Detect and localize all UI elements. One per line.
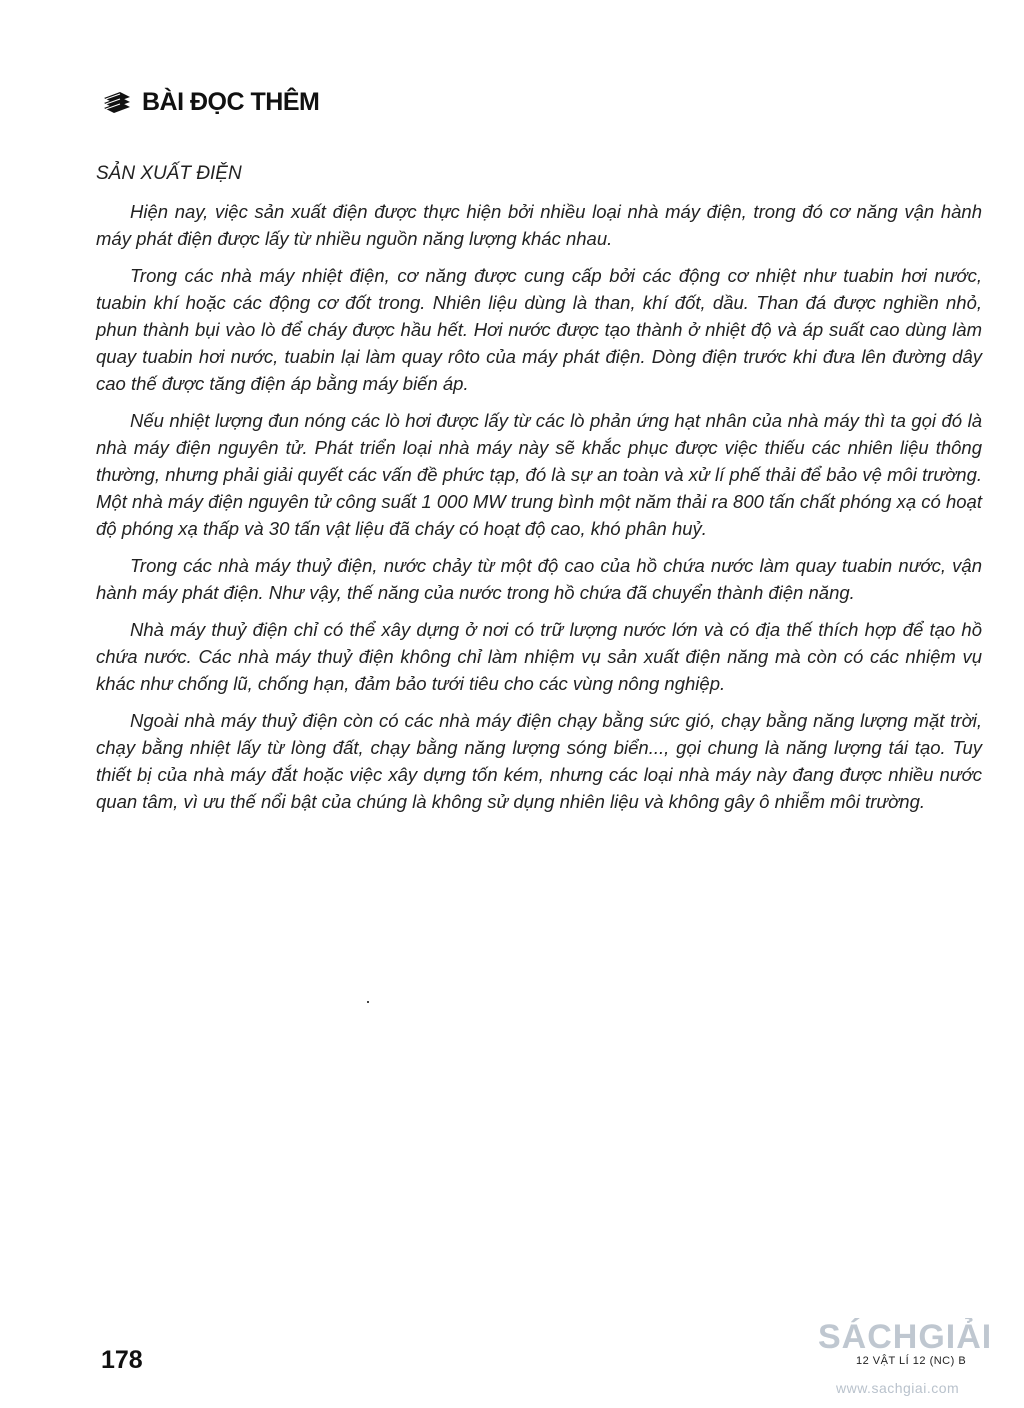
paragraph: Hiện nay, việc sản xuất điện được thực hiện bởi nhiều loại nhà máy điện, trong đó cơ năng vận hành máy phát điện được lấy từ nhiều nguồn năng lượng khác nhau.	[96, 201, 982, 249]
print-speck	[367, 1001, 369, 1003]
watermark-logo: SÁCHGIẢI	[818, 1318, 993, 1356]
paragraph: Trong các nhà máy thuỷ điện, nước chảy từ một độ cao của hồ chứa nước làm quay tuabin nước, vận hành máy phát điện. Như vậy, thế năng của nước trong hồ chứa đã chuyển thành điện năng.	[96, 555, 982, 603]
paragraph: Nhà máy thuỷ điện chỉ có thể xây dựng ở nơi có trữ lượng nước lớn và có địa thế thích hợp để tạo hồ chứa nước. Các nhà máy thuỷ điện không chỉ làm nhiệm vụ sản xuất điện năng mà còn có các nhiệm vụ khác như chống lũ, chống hạn, đảm bảo tưới tiêu cho các vùng nông nghiệp.	[96, 619, 982, 694]
paragraph: Nếu nhiệt lượng đun nóng các lò hơi được lấy từ các lò phản ứng hạt nhân của nhà máy thì ta gọi đó là nhà máy điện nguyên tử. Phát triển loại nhà máy này sẽ khắc phục được việc thiếu các nhiên liệu thông thường, nhưng phải giải quyết các vấn đề phức tạp, đó là sự an toàn và xử lí phế thải để bảo vệ môi trường. Một nhà máy điện nguyên tử công suất 1 000 MW trung bình một năm thải ra 800 tấn chất phóng xạ có hoạt độ phóng xạ thấp và 30 tấn vật liệu đã cháy có hoạt độ cao, khó phân huỷ.	[96, 410, 982, 539]
book-code: 12 VẬT LÍ 12 (NC) B	[856, 1355, 967, 1367]
page-number: 178	[101, 1346, 143, 1374]
article-body	[96, 198, 982, 825]
section-header	[100, 88, 319, 117]
paragraph: Trong các nhà máy nhiệt điện, cơ năng được cung cấp bởi các động cơ nhiệt như tuabin hơi nước, tuabin khí hoặc các động cơ đốt trong. Nhiên liệu dùng là than, khí đốt, dầu. Than đá được nghiền nhỏ, phun thành bụi vào lò để cháy được hầu hết. Hơi nước được tạo thành ở nhiệt độ và áp suất cao dùng làm quay tuabin hơi nước, tuabin lại làm quay rôto của máy phát điện. Dòng điện trước khi đưa lên đường dây cao thế được tăng điện áp bằng máy biến áp.	[96, 265, 982, 394]
article-title: SẢN XUẤT ĐIỆN	[96, 163, 242, 184]
paragraph: Ngoài nhà máy thuỷ điện còn có các nhà máy điện chạy bằng sức gió, chạy bằng năng lượng mặt trời, chạy bằng nhiệt lấy từ lòng đất, chạy bằng năng lượng sóng biển..., gọi chung là năng lượng tái tạo. Tuy thiết bị của nhà máy đắt hoặc việc xây dựng tốn kém, nhưng các loại nhà máy này đang được nhiều nước quan tâm, vì ưu thế nổi bật của chúng là không sử dụng nhiên liệu và không gây ô nhiễm môi trường.	[96, 710, 982, 812]
section-title: BÀI ĐỌC THÊM	[142, 88, 320, 116]
watermark-url: www.sachgiai.com	[836, 1380, 960, 1396]
book-stack-icon	[100, 89, 134, 117]
